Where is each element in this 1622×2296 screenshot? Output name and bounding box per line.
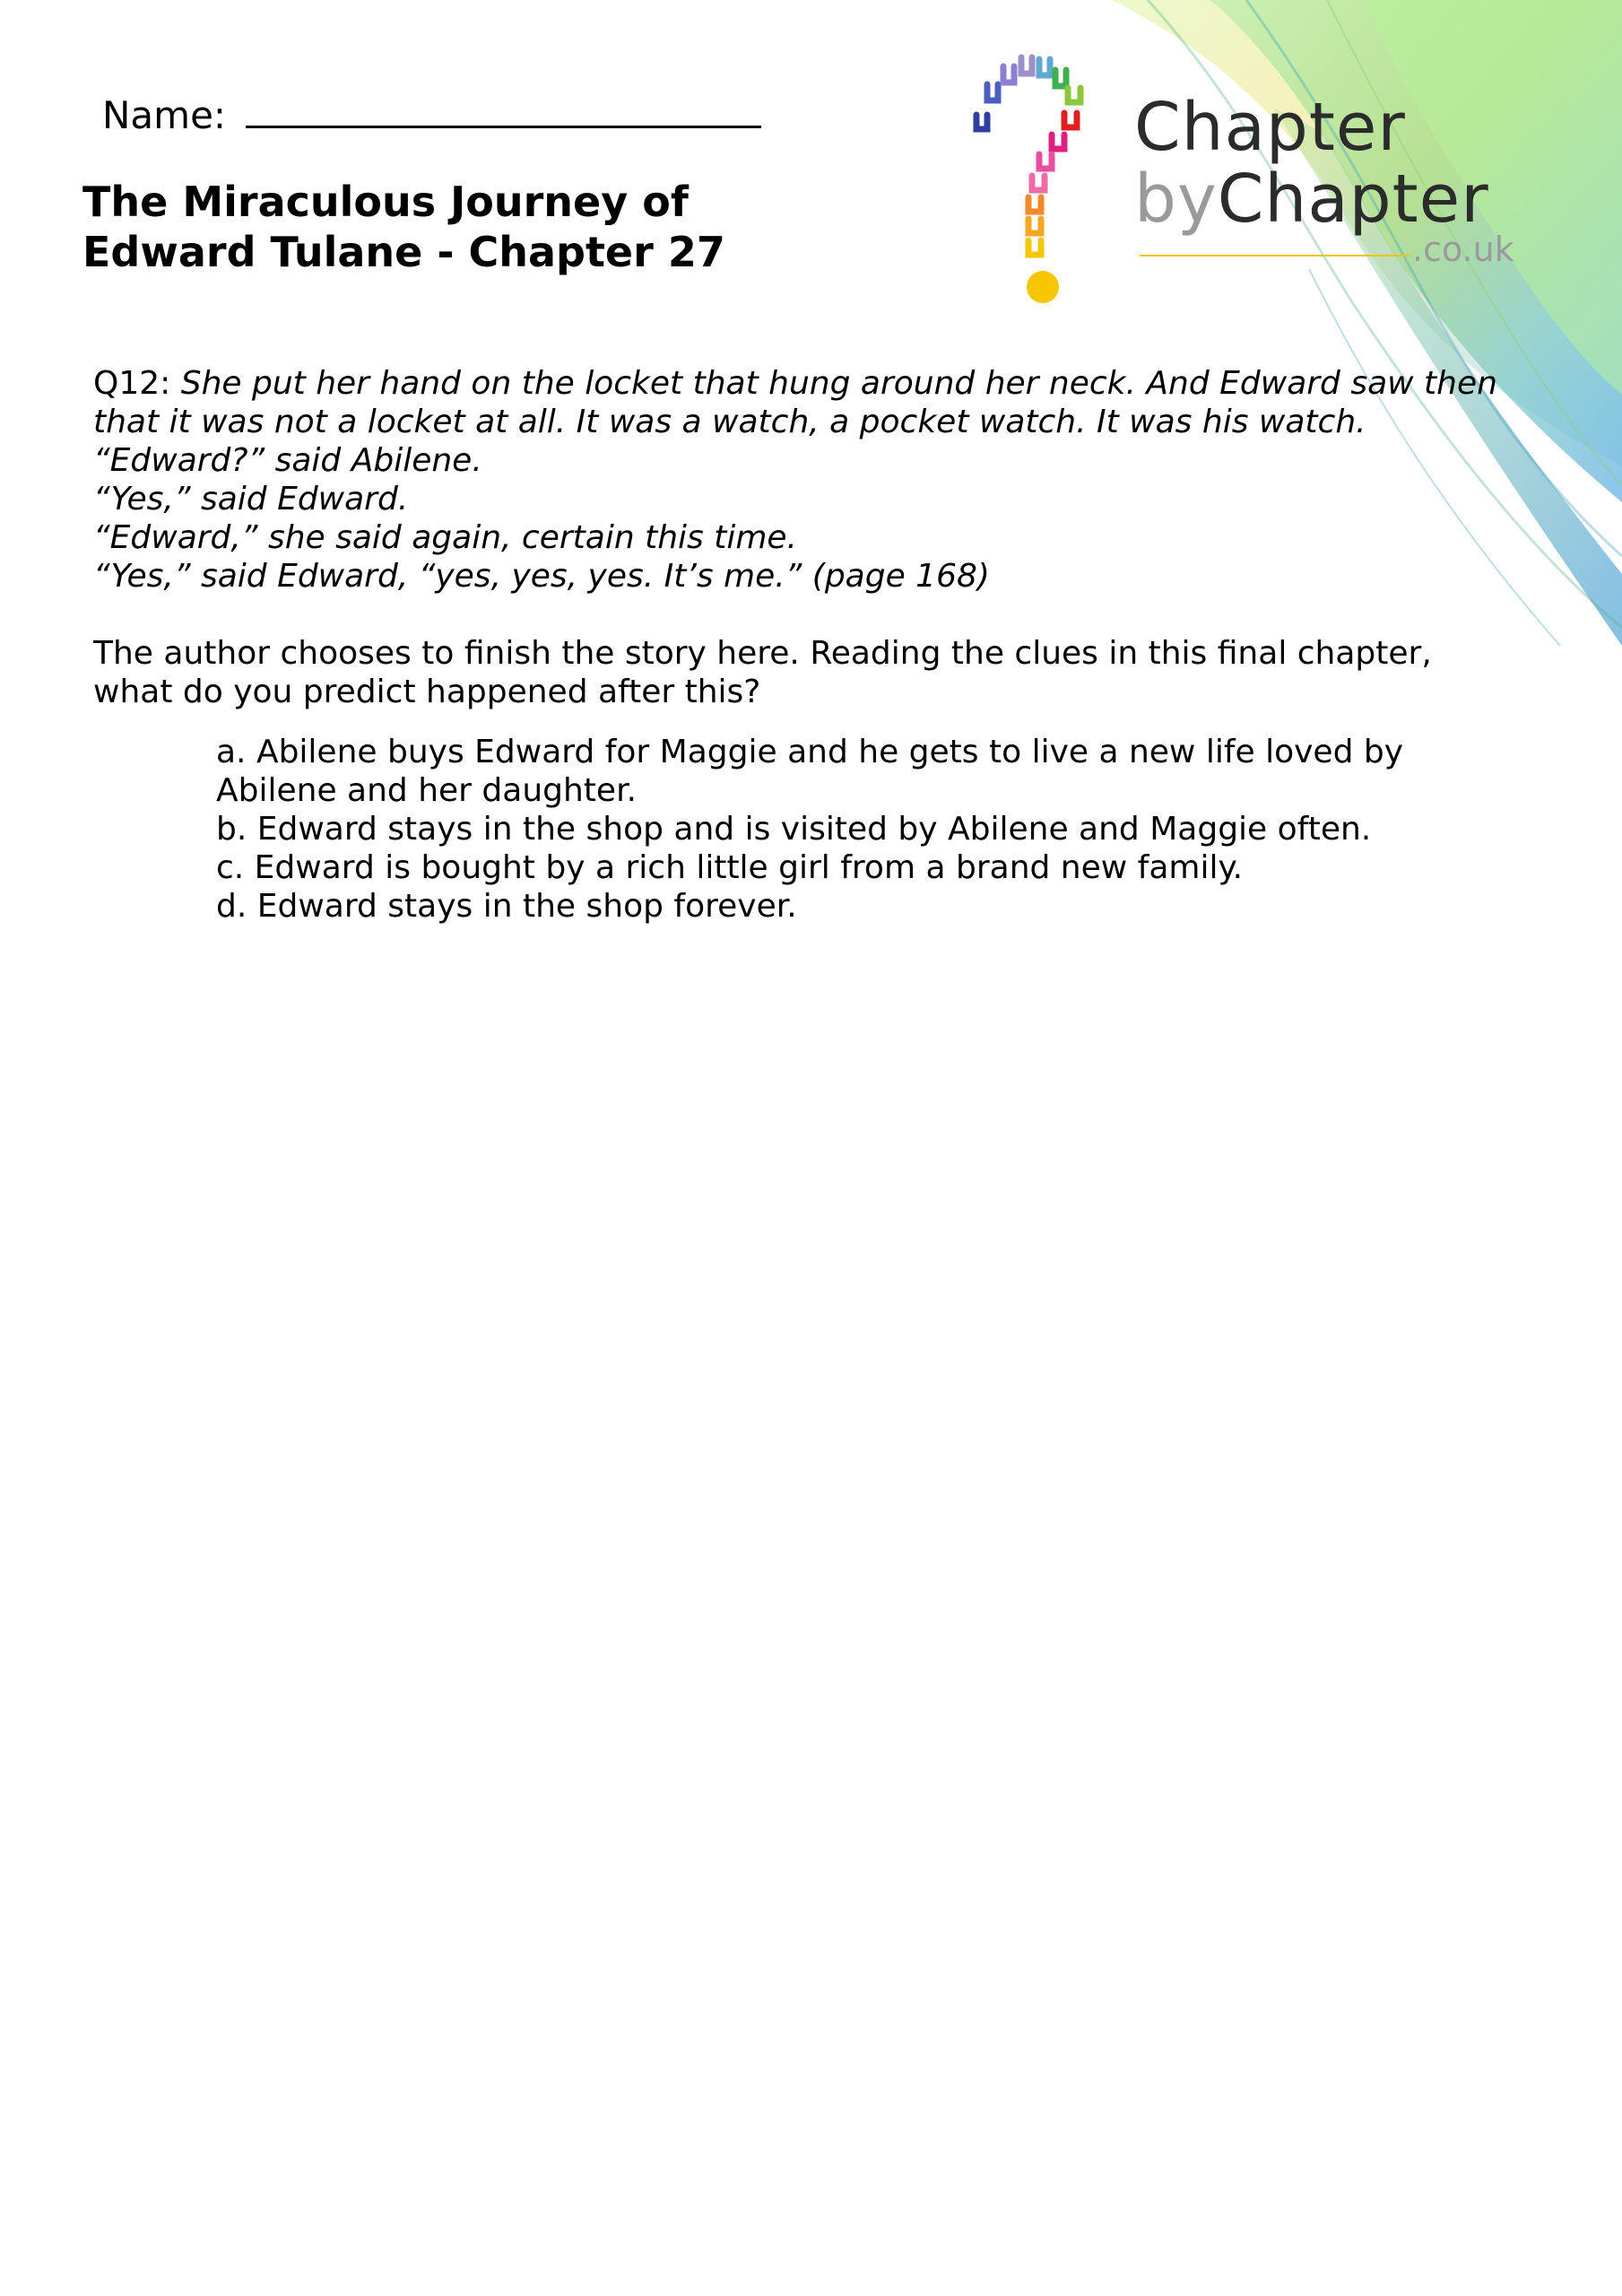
title-line-2: Edward Tulane - Chapter 27 — [82, 228, 725, 276]
option-c: c. Edward is bought by a rich little girl from a brand new family. — [216, 849, 1244, 886]
quote-text-3: “Edward?” said Abilene. — [93, 442, 482, 479]
title-line-1: The Miraculous Journey of — [82, 178, 689, 226]
option-b: b. Edward stays in the shop and is visited by Abilene and Maggie often. — [216, 811, 1372, 848]
quote-text-5: “Edward,” she said again, certain this time. — [93, 519, 797, 556]
quote-line-2 — [93, 403, 1528, 441]
answer-options — [216, 733, 1528, 926]
question-number: Q12: — [93, 365, 171, 402]
brand-word-by-chapter — [1134, 161, 1489, 238]
brand-domain-row — [1134, 230, 1514, 276]
brand-wordmark — [1134, 89, 1514, 276]
name-blank-line — [246, 90, 761, 128]
name-label: Name: — [102, 93, 227, 137]
question-prompt — [93, 634, 1528, 711]
quote-text-1: She put her hand on the locket that hung around her neck. And Edward saw then — [180, 365, 1497, 402]
option-d: d. Edward stays in the shop forever. — [216, 888, 797, 925]
brand-word-chapter: Chapter — [1134, 89, 1406, 166]
question-line-2: what do you predict happened after this? — [93, 674, 761, 710]
quote-passage — [93, 364, 1528, 596]
quote-line-6 — [93, 557, 1528, 596]
option-a: a. Abilene buys Edward for Maggie and he gets to live a new life loved by — [216, 734, 1404, 770]
quote-line-5 — [93, 518, 1528, 557]
brand-word-by: by — [1134, 161, 1218, 238]
brand-word-chapter-2: Chapter — [1217, 161, 1489, 238]
quote-line-3 — [93, 441, 1528, 480]
quote-text-6: “Yes,” said Edward, “yes, yes, yes. It’s me.” (page 168) — [93, 558, 990, 595]
worksheet-title — [82, 177, 725, 277]
quote-line-1 — [93, 364, 1528, 403]
brand-domain: .co.uk — [1412, 230, 1514, 269]
quote-text-2: that it was not a locket at all. It was a watch, a pocket watch. It was his watch. — [93, 404, 1366, 440]
question-block — [93, 364, 1528, 926]
brand-underline — [1140, 255, 1410, 257]
chapter-by-chapter-logo-icon — [964, 52, 1125, 312]
question-line-1: The author chooses to finish the story here. Reading the clues in this final chapter, — [93, 635, 1432, 672]
name-field-row — [102, 90, 761, 137]
quote-text-4: “Yes,” said Edward. — [93, 481, 409, 517]
option-a-continued: Abilene and her daughter. — [216, 772, 638, 809]
quote-line-4 — [93, 480, 1528, 518]
